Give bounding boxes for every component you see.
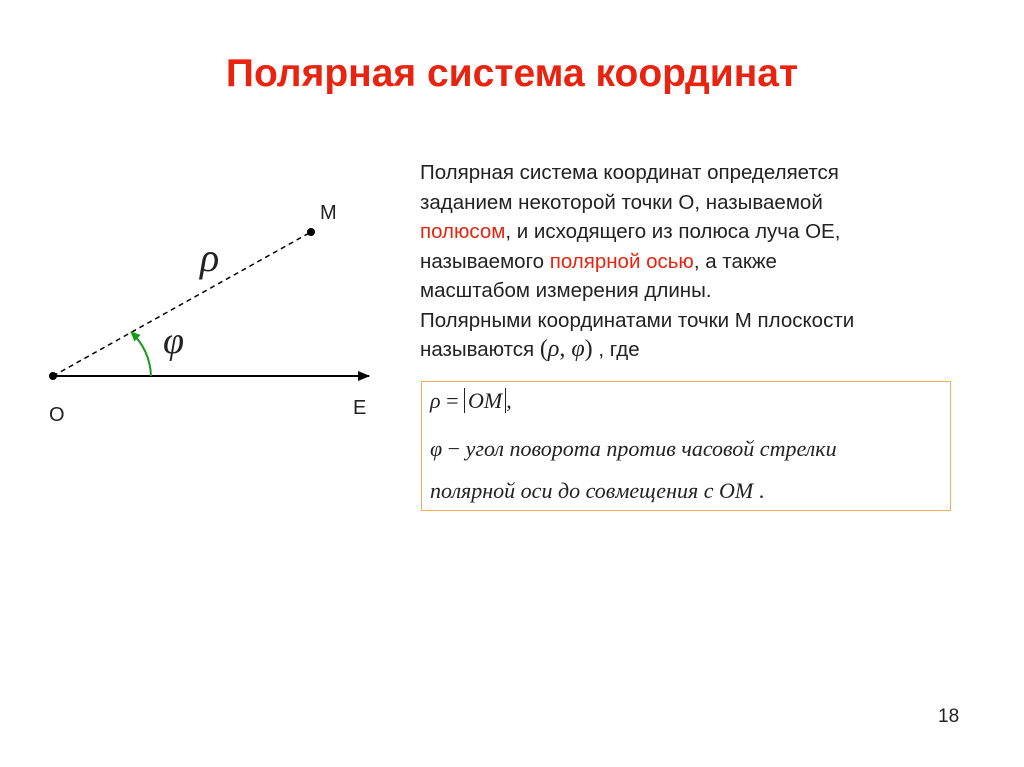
term-pole: полюсом xyxy=(420,220,506,243)
text-fragment: называются xyxy=(420,338,535,361)
polar-coordinates: (ρ, φ) xyxy=(539,336,593,362)
formula-rho: ρ = OM , xyxy=(430,388,512,413)
text-fragment: , где xyxy=(598,338,640,361)
page-number: 18 xyxy=(938,706,960,727)
text-fragment: , и исходящего из полюса луча OE, xyxy=(505,220,841,243)
text-fragment: называемого xyxy=(420,249,550,273)
phi-symbol: φ xyxy=(163,320,185,362)
definition-box xyxy=(421,381,951,511)
text-fragment: , а также xyxy=(693,249,777,273)
pole-point xyxy=(49,372,57,380)
text-line xyxy=(420,247,1000,277)
text-line: масштабом измерения длины. xyxy=(420,279,712,302)
text-line xyxy=(420,335,1000,365)
slide-title: Полярная система координат xyxy=(225,52,799,95)
text-line: заданием некоторой точки О, называемой xyxy=(420,190,823,214)
description-text xyxy=(420,158,1000,365)
term-polar-axis: полярной осью xyxy=(549,249,694,273)
text-line: Полярная система координат определяется xyxy=(420,161,839,184)
rho-symbol: ρ xyxy=(200,235,220,280)
formula-phi: φ − угол поворота против часовой стрелки xyxy=(430,436,837,461)
text-line xyxy=(420,217,1000,247)
angle-arc xyxy=(131,332,151,376)
label-m: M xyxy=(320,202,337,224)
text-line: Полярными координатами точки М плоскости xyxy=(420,308,855,332)
formula-phi-continued: полярной оси до совмещения с OM . xyxy=(430,478,765,503)
label-e: E xyxy=(353,397,367,419)
label-o: O xyxy=(49,404,65,426)
polar-diagram xyxy=(0,0,420,440)
point-m xyxy=(307,228,315,236)
